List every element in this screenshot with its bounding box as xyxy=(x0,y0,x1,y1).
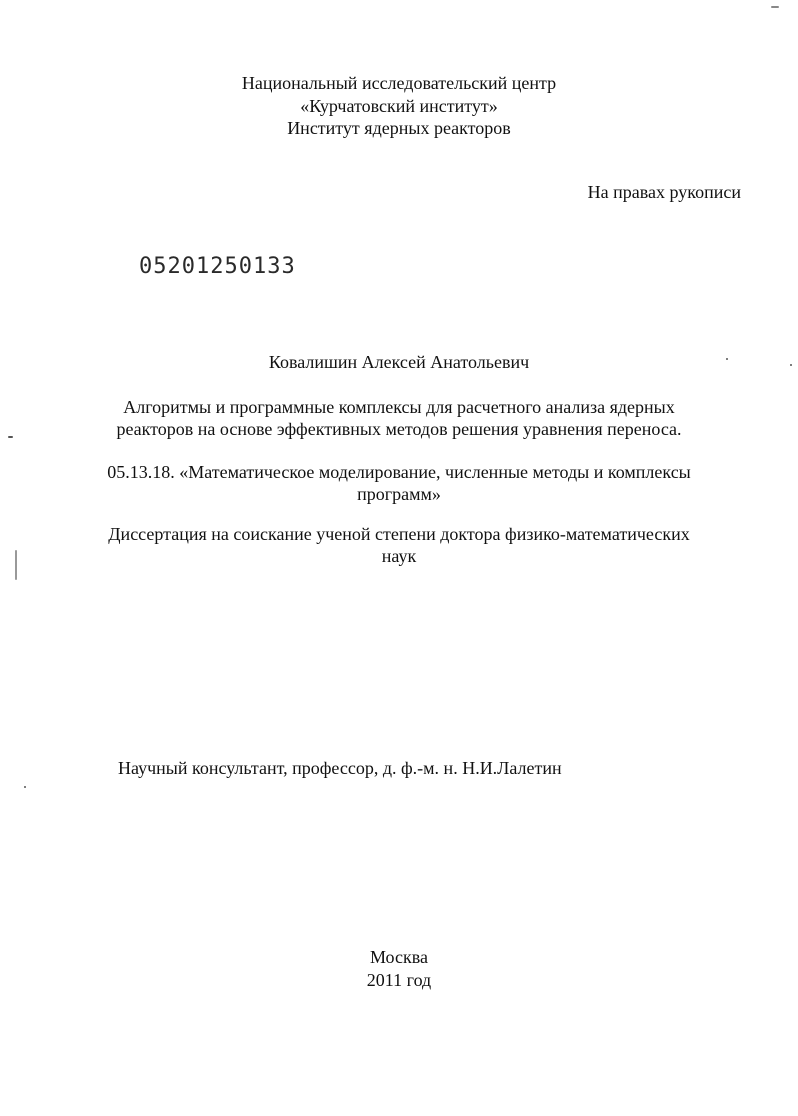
thesis-title-line-1: Алгоритмы и программные комплексы для расчетного анализа ядерных xyxy=(123,397,675,417)
scan-speck xyxy=(790,364,792,366)
specialty-line-1: 05.13.18. «Математическое моделирование, численные методы и комплексы xyxy=(107,462,691,482)
catalog-number-stamp: 05201250133 xyxy=(139,254,296,279)
degree-line-1: Диссертация на соискание ученой степени доктора физико-математических xyxy=(108,524,690,544)
scan-mark xyxy=(15,550,17,580)
scan-speck xyxy=(771,6,779,8)
thesis-title-line-2: реакторов на основе эффективных методов решения уравнения переноса. xyxy=(116,419,682,439)
degree-line-2: наук xyxy=(381,546,417,566)
author-name: Ковалишин Алексей Анатольевич xyxy=(268,352,530,372)
institute-name: Институт ядерных реакторов xyxy=(287,118,511,138)
specialty-line-2: программ» xyxy=(357,484,441,504)
year: 2011 год xyxy=(366,970,432,990)
org-name-line-1: Национальный исследовательский центр xyxy=(241,73,557,93)
scan-speck xyxy=(24,786,26,788)
org-name-line-2: «Курчатовский институт» xyxy=(300,96,498,116)
scan-speck xyxy=(8,436,13,438)
scan-speck xyxy=(726,358,728,360)
city: Москва xyxy=(370,947,428,967)
rights-note: На правах рукописи xyxy=(587,182,741,202)
scientific-advisor: Научный консультант, профессор, д. ф.-м. н. Н.И.Лалетин xyxy=(118,758,562,778)
